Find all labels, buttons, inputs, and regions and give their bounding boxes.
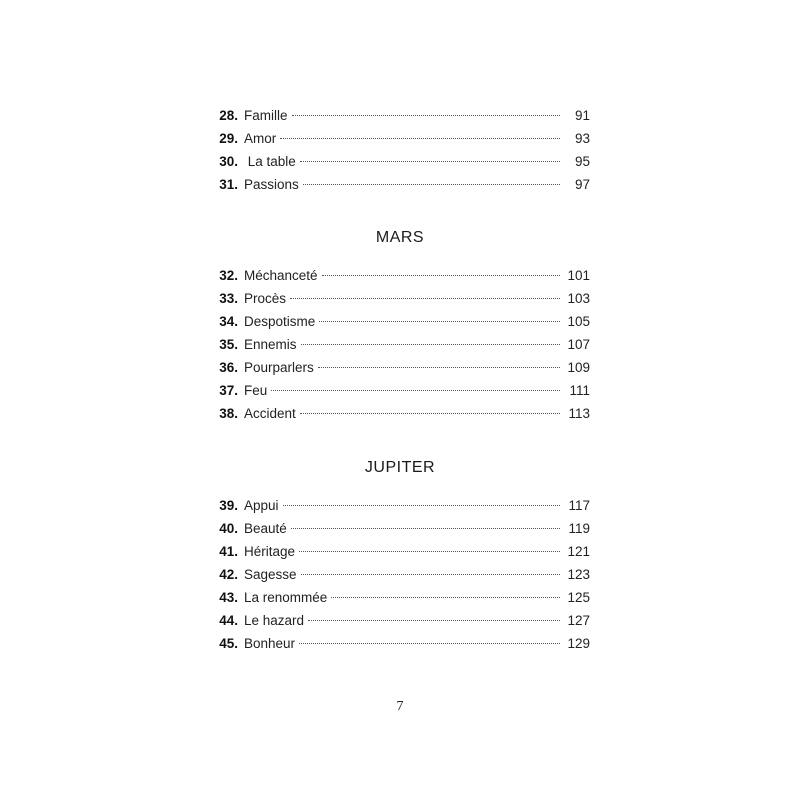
entry-title: Appui (244, 498, 279, 513)
toc-entry (200, 609, 590, 632)
toc-entry (200, 264, 590, 287)
toc-section-jupiter (200, 494, 590, 655)
entry-title: Accident (244, 406, 296, 421)
entry-number: 36. (219, 360, 238, 375)
entry-number: 39. (219, 498, 238, 513)
entry-page-number: 127 (567, 613, 590, 628)
toc-entry (200, 104, 590, 127)
entry-number: 31. (219, 177, 238, 192)
dot-leader (322, 275, 560, 276)
toc-entry (200, 287, 590, 310)
entry-title: La renommée (244, 590, 328, 605)
dot-leader (300, 161, 560, 162)
dot-leader (301, 344, 560, 345)
entry-title: Sagesse (244, 567, 297, 582)
entry-number: 30. (219, 154, 238, 169)
toc-section-continuation (200, 104, 590, 196)
entry-number: 33. (219, 291, 238, 306)
dot-leader (319, 321, 560, 322)
entry-title: Le hazard (244, 613, 305, 628)
toc-entry (200, 310, 590, 333)
dot-leader (292, 115, 560, 116)
entry-number: 41. (219, 544, 238, 559)
toc-entry (200, 173, 590, 196)
entry-number: 42. (219, 567, 238, 582)
toc-entry (200, 333, 590, 356)
toc-entry (200, 402, 590, 425)
dot-leader (299, 643, 560, 644)
entry-title: Ennemis (244, 337, 297, 352)
toc-entry (200, 632, 590, 655)
entry-number: 43. (219, 590, 238, 605)
entry-page-number: 93 (574, 131, 590, 146)
entry-title: Méchanceté (244, 268, 318, 283)
entry-title: Pourparlers (244, 360, 314, 375)
dot-leader (271, 390, 560, 391)
entry-page-number: 121 (567, 544, 590, 559)
toc-entry (200, 586, 590, 609)
entry-page-number: 119 (568, 521, 590, 536)
entry-page-number: 125 (567, 590, 590, 605)
entry-number: 34. (219, 314, 238, 329)
dot-leader (290, 298, 560, 299)
toc-entry (200, 150, 590, 173)
entry-title: Héritage (244, 544, 296, 559)
dot-leader (299, 551, 560, 552)
section-heading-mars: MARS (375, 229, 425, 246)
entry-number: 28. (219, 108, 238, 123)
toc-entry (200, 563, 590, 586)
entry-page-number: 123 (567, 567, 590, 582)
toc-entry (200, 127, 590, 150)
entry-title: La table (244, 154, 296, 169)
toc-entry (200, 379, 590, 402)
toc-entry (200, 494, 590, 517)
entry-page-number: 101 (567, 268, 590, 283)
entry-title: Amor (244, 131, 277, 146)
entry-page-number: 95 (574, 154, 590, 169)
dot-leader (331, 597, 560, 598)
entry-title: Famille (244, 108, 288, 123)
dot-leader (291, 528, 560, 529)
entry-page-number: 111 (569, 383, 590, 398)
entry-page-number: 117 (568, 498, 590, 513)
entry-number: 35. (219, 337, 238, 352)
dot-leader (318, 367, 560, 368)
dot-leader (280, 138, 560, 139)
entry-page-number: 97 (574, 177, 590, 192)
entry-title: Procès (244, 291, 287, 306)
toc-entry (200, 517, 590, 540)
dot-leader (303, 184, 560, 185)
entry-number: 32. (219, 268, 238, 283)
page-number: 7 (396, 699, 404, 714)
entry-page-number: 129 (567, 636, 590, 651)
entry-page-number: 103 (567, 291, 590, 306)
entry-title: Feu (244, 383, 268, 398)
entry-number: 40. (219, 521, 238, 536)
dot-leader (301, 574, 560, 575)
entry-page-number: 105 (567, 314, 590, 329)
entry-number: 44. (219, 613, 238, 628)
section-heading-jupiter: JUPITER (364, 459, 436, 476)
dot-leader (308, 620, 560, 621)
entry-title: Despotisme (244, 314, 316, 329)
entry-page-number: 91 (574, 108, 590, 123)
entry-number: 37. (219, 383, 238, 398)
entry-number: 29. (219, 131, 238, 146)
entry-title: Bonheur (244, 636, 296, 651)
entry-page-number: 113 (568, 406, 590, 421)
toc-entry (200, 356, 590, 379)
entry-number: 45. (219, 636, 238, 651)
dot-leader (300, 413, 560, 414)
toc-entry (200, 540, 590, 563)
toc-section-mars (200, 264, 590, 425)
entry-title: Passions (244, 177, 299, 192)
entry-number: 38. (219, 406, 238, 421)
entry-page-number: 109 (567, 360, 590, 375)
dot-leader (283, 505, 560, 506)
entry-title: Beauté (244, 521, 287, 536)
entry-page-number: 107 (567, 337, 590, 352)
